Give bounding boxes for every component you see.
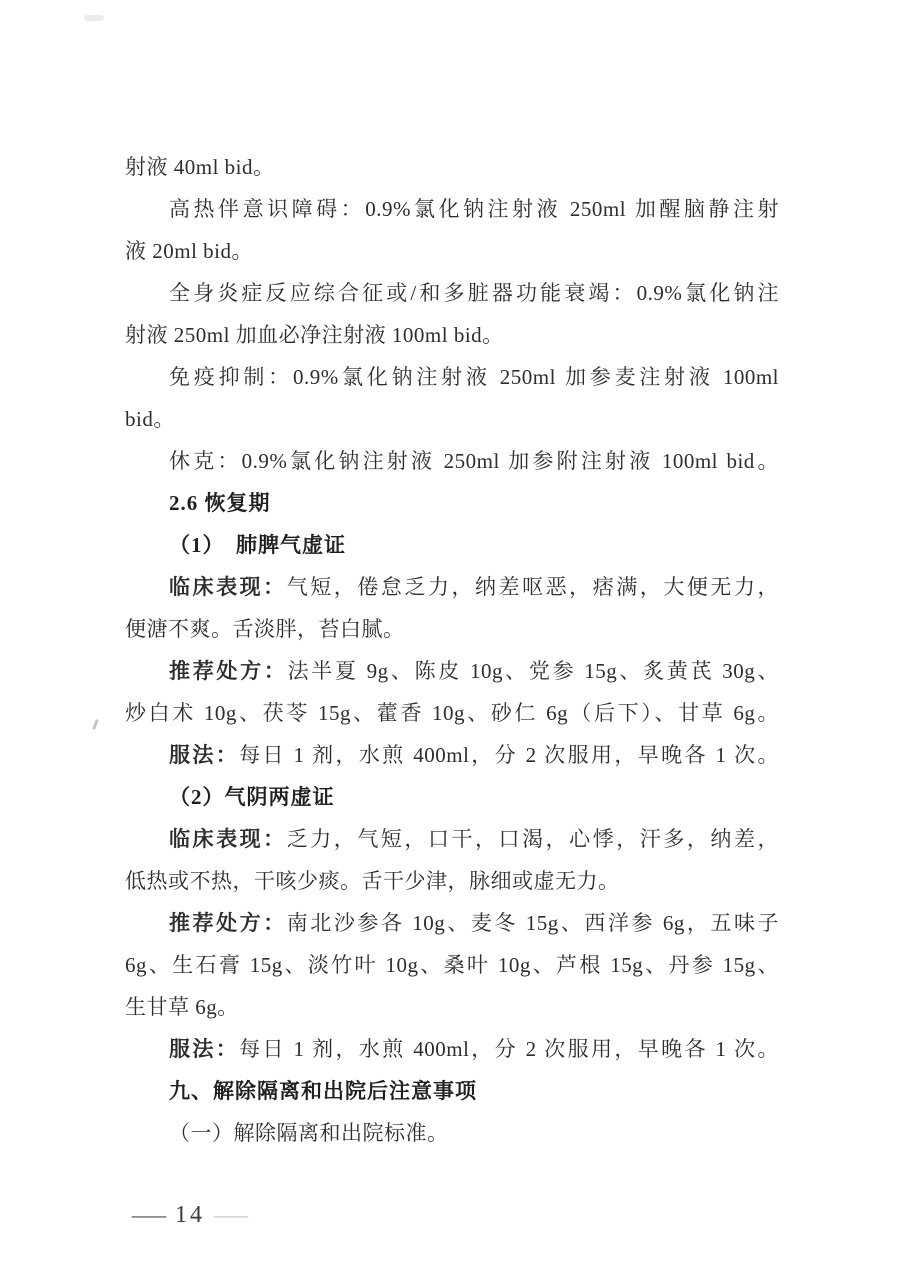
line-dosage-2: [125, 1028, 779, 1070]
text-segment: 便溏不爽。舌淡胖，苔白腻。: [125, 617, 405, 641]
footer-left-dash: —: [131, 1202, 167, 1227]
text-segment: 射液 40ml bid。: [125, 155, 275, 179]
text-segment: 液 20ml bid。: [125, 239, 254, 263]
text-segment: 全身炎症反应综合征或/和多脏器功能衰竭：0.9%氯化钠注: [169, 281, 779, 305]
text-segment: （一）解除隔离和出院标准。: [169, 1121, 449, 1145]
scan-smudge-artifact: [84, 15, 104, 21]
line-prescription-2a: [125, 902, 779, 944]
scan-comma-artifact: [92, 719, 99, 730]
text-segment: 气短，倦怠乏力，纳差呕恶，痞满，大便无力，: [286, 575, 780, 599]
text-segment: 6g、生石膏 15g、淡竹叶 10g、桑叶 10g、芦根 15g、丹参 15g、: [125, 953, 779, 977]
line-shock: [125, 440, 779, 482]
line-immunosuppression: [125, 356, 779, 398]
page-number: 14: [175, 1201, 205, 1228]
text-segment: 炒白术 10g、茯苓 15g、藿香 10g、砂仁 6g（后下）、甘草 6g。: [125, 701, 779, 725]
line-dosage-1: [125, 734, 779, 776]
text-segment: 休克：0.9%氯化钠注射液 250ml 加参附注射液 100ml bid。: [169, 449, 779, 473]
page-footer: [131, 1197, 249, 1233]
line-prescription-2c: [125, 986, 779, 1028]
text-segment: 免疫抑制：0.9%氯化钠注射液 250ml 加参麦注射液 100ml: [169, 365, 779, 389]
line-clinical-manifestation-1b: [125, 608, 779, 650]
text-segment: 射液 250ml 加血必净注射液 100ml bid。: [125, 323, 504, 347]
text-segment: 低热或不热，干咳少痰。舌干少津，脉细或虚无力。: [125, 869, 620, 893]
heading-1-lung-spleen-qi-deficiency: [125, 524, 779, 566]
bold-label: 临床表现：: [169, 827, 287, 851]
text-segment: 高热伴意识障碍：0.9%氯化钠注射液 250ml 加醒脑静注射: [169, 197, 779, 221]
line-prescription-2b: [125, 944, 779, 986]
bold-label: 推荐处方：: [169, 911, 287, 935]
text-segment: 乏力，气短，口干，口渴，心悸，汗多，纳差，: [286, 827, 780, 851]
text-segment: 每日 1 剂，水煎 400ml，分 2 次服用，早晚各 1 次。: [239, 1037, 780, 1061]
bold-label: 临床表现：: [169, 575, 287, 599]
document-body: [125, 146, 779, 1154]
line-injection-40ml: [125, 146, 779, 188]
text-segment: 九、解除隔离和出院后注意事项: [169, 1079, 477, 1103]
text-segment: 南北沙参各 10g、麦冬 15g、西洋参 6g，五味子: [286, 911, 780, 935]
line-sirs-mods: [125, 272, 779, 314]
text-segment: bid。: [125, 407, 175, 431]
line-bid: [125, 398, 779, 440]
line-clinical-manifestation-2a: [125, 818, 779, 860]
line-xuebijing: [125, 314, 779, 356]
text-segment: 法半夏 9g、陈皮 10g、党参 15g、炙黄芪 30g、: [287, 659, 780, 683]
heading-2-6-recovery-period: [125, 482, 779, 524]
line-clinical-manifestation-2b: [125, 860, 779, 902]
text-segment: 2.6 恢复期: [169, 491, 271, 515]
text-segment: （2）气阴两虚证: [169, 785, 335, 809]
heading-2-qi-yin-deficiency: [125, 776, 779, 818]
line-clinical-manifestation-1a: [125, 566, 779, 608]
footer-right-dash: —: [213, 1202, 249, 1227]
line-20ml-bid: [125, 230, 779, 272]
text-segment: 每日 1 剂，水煎 400ml，分 2 次服用，早晚各 1 次。: [239, 743, 780, 767]
bold-label: 服法：: [169, 1037, 240, 1061]
bold-label: 服法：: [169, 743, 240, 767]
line-high-fever-consciousness: [125, 188, 779, 230]
bold-label: 推荐处方：: [169, 659, 288, 683]
heading-9-discharge-precautions: [125, 1070, 779, 1112]
text-segment: 生甘草 6g。: [125, 995, 239, 1019]
text-segment: （1） 肺脾气虚证: [169, 533, 346, 557]
line-prescription-1a: [125, 650, 779, 692]
line-discharge-criteria: [125, 1112, 779, 1154]
line-prescription-1b: [125, 692, 779, 734]
